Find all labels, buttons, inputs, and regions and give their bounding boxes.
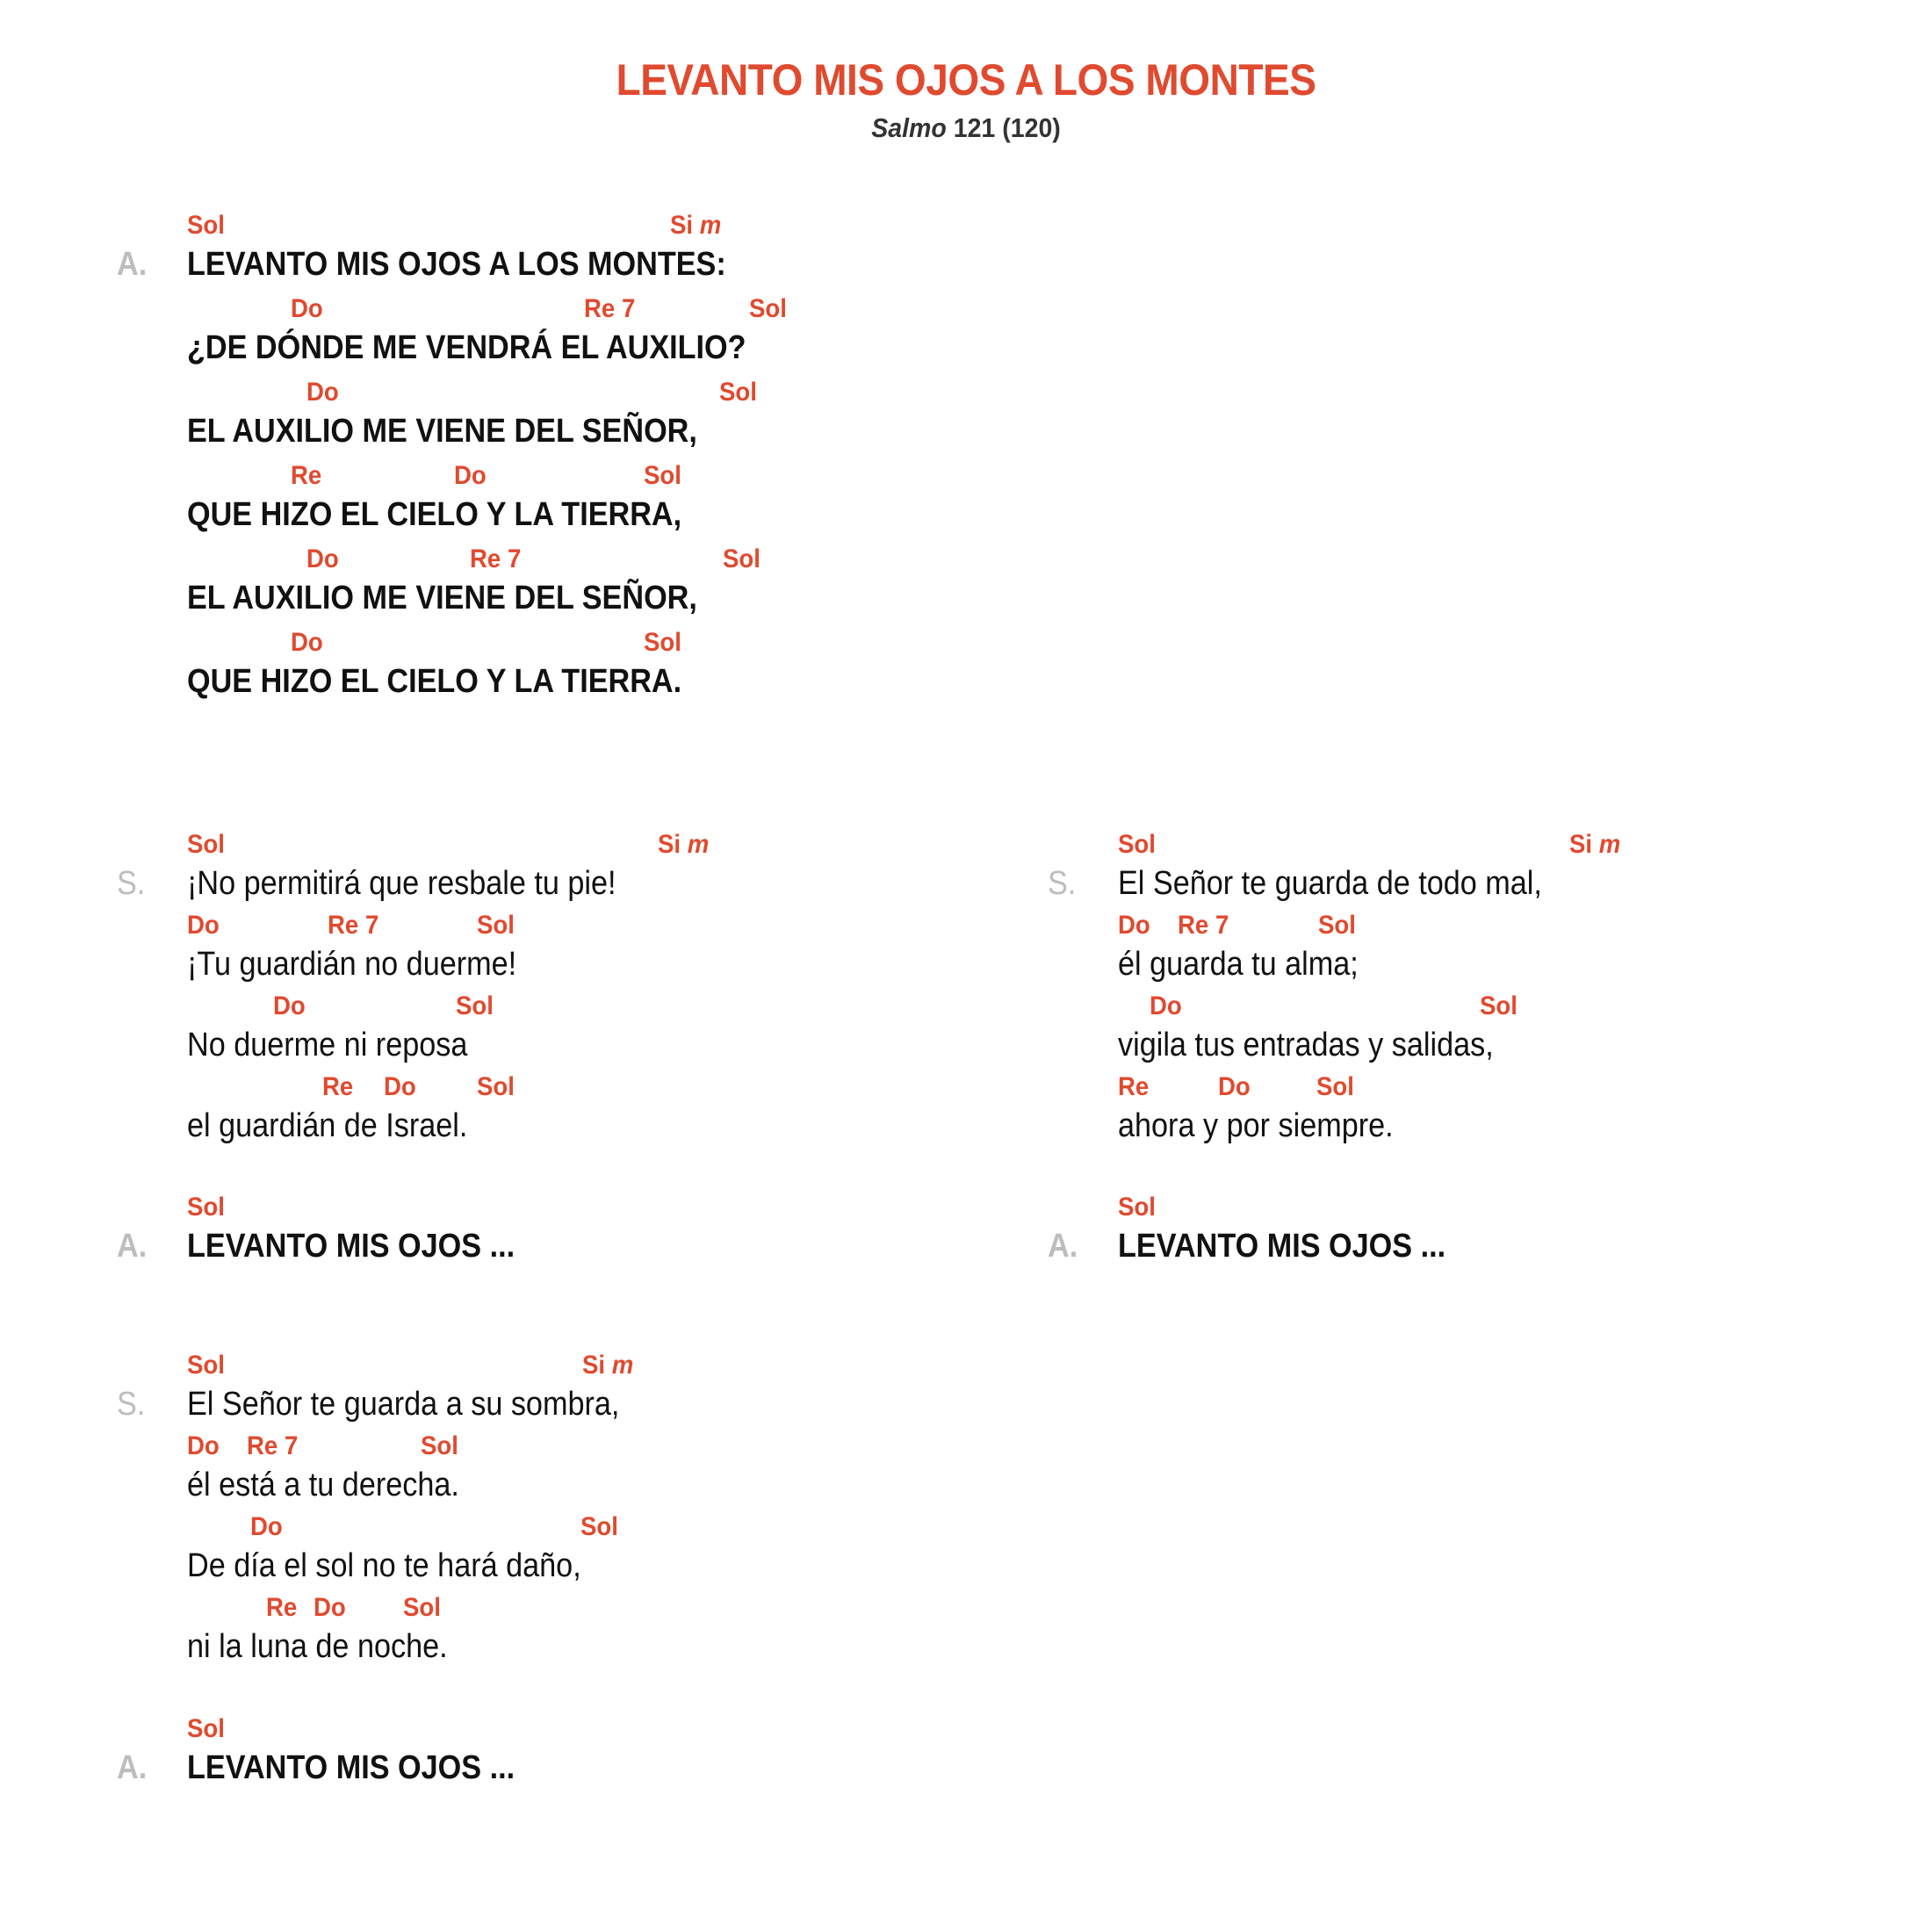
lyric-text: el guardián de Israel.	[187, 1107, 468, 1144]
chord: Do	[187, 1431, 220, 1460]
lyric-text: vigila tus entradas y salidas,	[1118, 1027, 1494, 1063]
chord: Sol	[421, 1431, 458, 1460]
chord: Do	[273, 991, 306, 1020]
chord: Sol	[580, 1512, 618, 1541]
lyric-text: ¡No permitirá que resbale tu pie!	[187, 865, 616, 902]
lyric-text: El Señor te guarda a su sombra,	[187, 1386, 620, 1423]
chord: Do	[291, 294, 323, 323]
chord: Sol	[477, 911, 515, 940]
lyric-text: él está a tu derecha.	[187, 1467, 459, 1503]
chord: Re 7	[1178, 911, 1229, 940]
lyric-text: él guarda tu alma;	[1118, 946, 1359, 983]
chord: Do	[314, 1593, 346, 1622]
chord: Re	[291, 461, 322, 490]
antiphon-marker: A.	[117, 1228, 148, 1265]
chord: Sol	[644, 461, 681, 490]
lyric-text: LEVANTO MIS OJOS ...	[187, 1749, 515, 1786]
chord: Sol	[477, 1072, 515, 1101]
lyric-text: EL AUXILIO ME VIENE DEL SEÑOR,	[187, 413, 697, 450]
antiphon-marker: A.	[1048, 1228, 1078, 1265]
chord: Do	[1118, 911, 1150, 940]
chord: Sol	[1118, 830, 1156, 859]
chord: Sol	[644, 628, 681, 657]
lyric-text: ni la luna de noche.	[187, 1628, 448, 1665]
chord: Si m	[658, 830, 710, 859]
chord: Do	[306, 378, 339, 407]
chord-row	[1118, 1072, 1932, 1107]
chord: Sol	[403, 1593, 441, 1622]
chord-row	[1118, 830, 1932, 865]
chord: Re	[322, 1072, 354, 1101]
chord: Re 7	[470, 544, 522, 573]
chord-row	[187, 1431, 1065, 1467]
song-subtitle	[77, 112, 1855, 144]
chord-row	[187, 911, 1065, 946]
chord: Do	[1218, 1072, 1251, 1101]
chord: Re 7	[328, 911, 379, 940]
chord: Sol	[187, 1714, 225, 1743]
chord: Sol	[1118, 1193, 1156, 1222]
lyric-text: LEVANTO MIS OJOS A LOS MONTES:	[187, 246, 726, 283]
chord-row	[187, 1193, 1065, 1228]
chord-row	[187, 1714, 1065, 1749]
chord: Do	[306, 544, 339, 573]
chord-row	[187, 830, 1065, 865]
chord: Si m	[670, 211, 722, 240]
chord-row	[187, 544, 1065, 580]
chord: Do	[1150, 991, 1182, 1020]
lyric-text: El Señor te guarda de todo mal,	[1118, 865, 1542, 902]
chord: Do	[384, 1072, 416, 1101]
lyric-text: LEVANTO MIS OJOS ...	[187, 1228, 515, 1265]
chord-row	[1118, 991, 1932, 1027]
lyric-text: QUE HIZO EL CIELO Y LA TIERRA,	[187, 496, 682, 533]
chord: Re	[1118, 1072, 1150, 1101]
chord: Sol	[723, 544, 761, 573]
lyric-text: No duerme ni reposa	[187, 1027, 468, 1063]
chord: Si m	[1569, 830, 1621, 859]
lyric-text: EL AUXILIO ME VIENE DEL SEÑOR,	[187, 580, 697, 616]
chord: Sol	[187, 211, 225, 240]
chord-row	[1118, 1193, 1932, 1228]
chord: Sol	[187, 1351, 225, 1380]
chord: Sol	[1480, 991, 1517, 1020]
chord: Re	[266, 1593, 298, 1622]
chord: Re 7	[584, 294, 636, 323]
chord-row	[187, 461, 1065, 496]
chord-row	[187, 294, 1065, 329]
chord-row	[187, 211, 1065, 246]
chord: Do	[187, 911, 220, 940]
lyric-text: LEVANTO MIS OJOS ...	[1118, 1228, 1446, 1265]
stanza-marker: S.	[1048, 865, 1077, 902]
chord: Sol	[1316, 1072, 1354, 1101]
chord: Re 7	[247, 1431, 299, 1460]
chord: Sol	[187, 1193, 225, 1222]
antiphon-marker: A.	[117, 246, 148, 283]
chord-row	[187, 628, 1065, 663]
chord: Do	[291, 628, 323, 657]
chord: Si m	[582, 1351, 634, 1380]
chord: Sol	[1318, 911, 1356, 940]
song-title: LEVANTO MIS OJOS A LOS MONTES	[616, 55, 1316, 105]
antiphon-marker: A.	[117, 1749, 148, 1786]
chord: Sol	[749, 294, 787, 323]
subtitle-psalm-word: Salmo	[871, 112, 947, 143]
chord: Sol	[456, 991, 494, 1020]
chord: Do	[454, 461, 487, 490]
subtitle-psalm-number: 121 (120)	[953, 112, 1061, 143]
chord: Sol	[719, 378, 757, 407]
chord-row	[187, 1512, 1065, 1547]
chord-row	[187, 991, 1065, 1027]
chord: Do	[250, 1512, 283, 1541]
chord-row	[187, 1072, 1065, 1107]
chord-row	[187, 378, 1065, 413]
chord-row	[187, 1593, 1065, 1628]
lyric-text: ahora y por siempre.	[1118, 1107, 1394, 1144]
lyric-text: De día el sol no te hará daño,	[187, 1547, 581, 1584]
chord-row	[187, 1351, 1065, 1386]
stanza-marker: S.	[117, 1386, 146, 1423]
lyric-text: QUE HIZO EL CIELO Y LA TIERRA.	[187, 663, 682, 700]
lyric-text: ¡Tu guardián no duerme!	[187, 946, 517, 983]
chord: Sol	[187, 830, 225, 859]
lyric-text: ¿DE DÓNDE ME VENDRÁ EL AUXILIO?	[187, 329, 746, 366]
chord-row	[1118, 911, 1932, 946]
stanza-marker: S.	[117, 865, 146, 902]
